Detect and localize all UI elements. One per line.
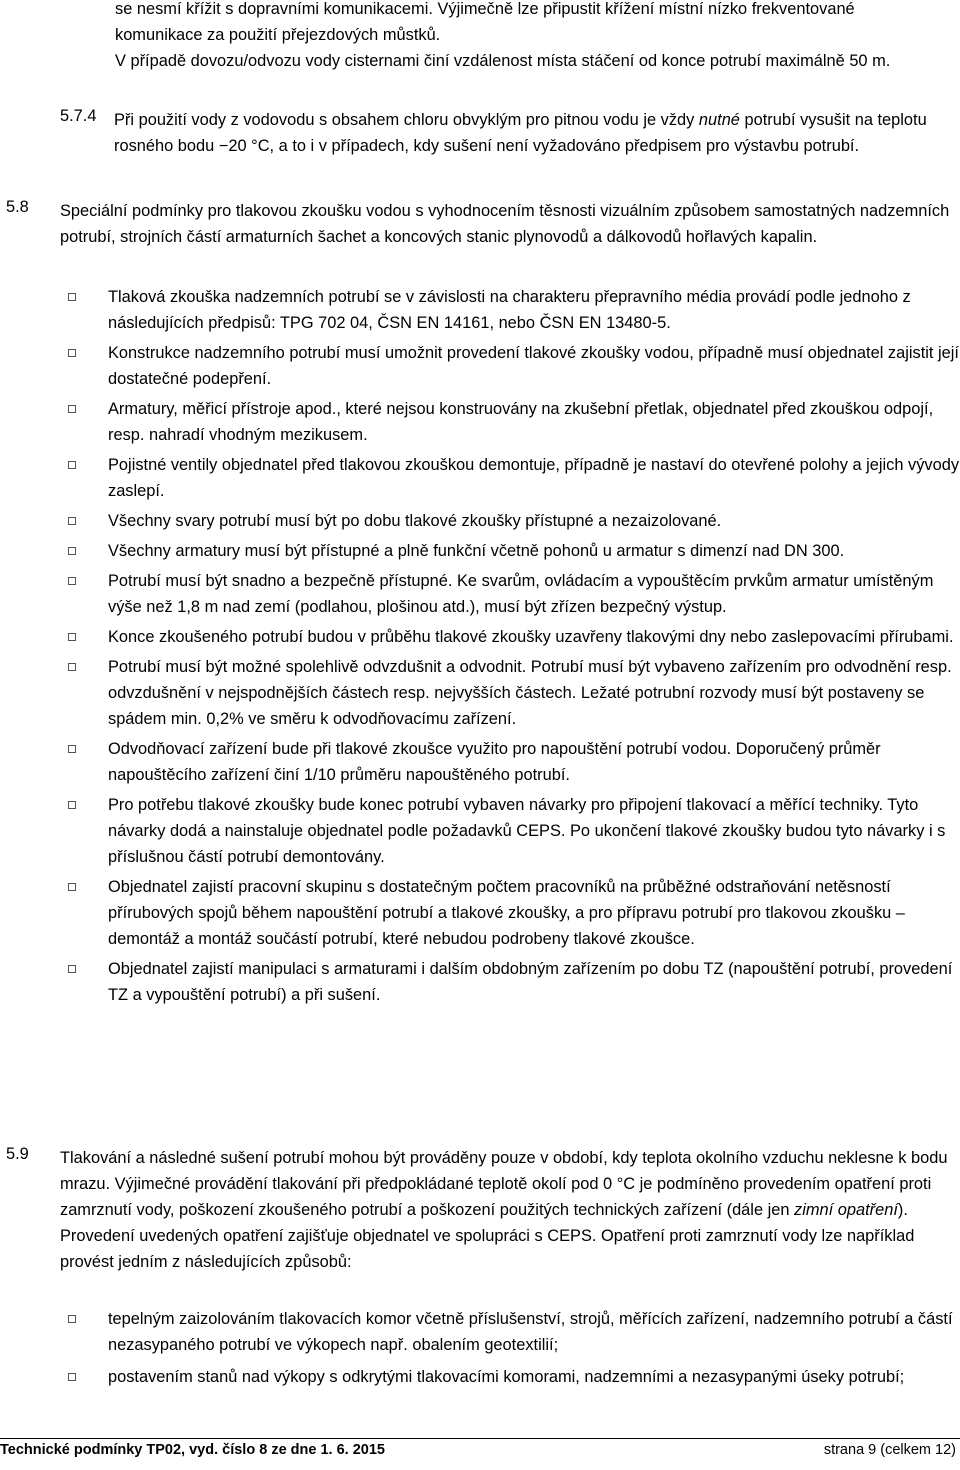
continuation-line-2: V případě dovozu/odvozu vody cisternami činí vzdálenost místa stáčení od konce potrubí maximálně 50 m. [115, 52, 891, 70]
section-text: Speciální podmínky pro tlakovou zkoušku vodou s vyhodnocením těsnosti vizuálním způsobem samostatných nadzemních potrubí, strojních částí armaturních šachet a koncových stanic plynovodů a dálkovodů hořlavých kapalin. [60, 202, 950, 246]
section-text: Tlakování a následné sušení potrubí mohou být prováděny pouze v období, kdy teplota okolního vzduchu neklesne k bodu mrazu. Výjimečné provádění tlakování při předpokládané teplotě okolí pod 0 °C je podmíněno provedením opatření proti zamrznutí vody, poškození zkoušeného potrubí a poškození použitých technických zařízení (dále jen zimní opatření). Provedení uvedených opatření zajišťuje objednatel ve spolupráci s CEPS. Opatření proti zamrznutí vody lze například provést jedním z následujících způsobů: [60, 1149, 948, 1271]
bullet-icon [68, 883, 76, 891]
bullet-icon [68, 801, 76, 809]
bullet-icon [68, 577, 76, 585]
list-item: tepelným zaizolováním tlakovacích komor včetně příslušenství, strojů, měřících zařízení, nadzemního potrubí a částí nezasypaného potrubí ve výkopech např. obalením geotextilií; [60, 1306, 960, 1358]
bullet-icon [68, 745, 76, 753]
continuation-text [115, 0, 915, 74]
bullet-icon [68, 1315, 76, 1323]
list-item: Konstrukce nadzemního potrubí musí umožnit provedení tlakové zkoušky vodou, případně musí objednatel zajistit její dostatečné podepření. [60, 340, 960, 392]
list-item: Pojistné ventily objednatel před tlakovou zkouškou demontuje, případně je nastaví do otevřené polohy a jejich vývody zaslepí. [60, 452, 960, 504]
list-item: Potrubí musí být možné spolehlivě odvzdušnit a odvodnit. Potrubí musí být vybaveno zařízením pro odvodnění resp. odvzdušnění v nejspodnějších částech resp. nejvyšších částech. Ležaté potrubní rozvody musí být postaveny se spádem min. 0,2% ve směru k odvodňovacímu zařízení. [60, 654, 960, 732]
bullet-list-5-8 [60, 284, 960, 1008]
section-number: 5.7.4 [60, 107, 97, 125]
list-item: Odvodňovací zařízení bude při tlakové zkoušce využito pro napouštění potrubí vodou. Doporučený průměr napouštěcího zařízení činí 1/10 průměru napouštěného potrubí. [60, 736, 960, 788]
bullet-icon [68, 547, 76, 555]
footer-document-info: Technické podmínky TP02, vyd. číslo 8 ze dne 1. 6. 2015 [0, 1442, 385, 1458]
list-item: Objednatel zajistí pracovní skupinu s dostatečným počtem pracovníků na průběžné odstraňování netěsností přírubových spojů během napouštění potrubí a tlakové zkoušky, a pro přípravu potrubí pro tlakovou zkoušku – demontáž a montáž součástí potrubí, které nebudou podrobeny tlakové zkoušce. [60, 874, 960, 952]
emphasis-text: zimní opatření [794, 1201, 898, 1219]
bullet-icon [68, 349, 76, 357]
bullet-icon [68, 461, 76, 469]
footer-page-number: strana 9 (celkem 12) [823, 1442, 956, 1458]
footer-divider [0, 1438, 960, 1439]
list-item: Potrubí musí být snadno a bezpečně přístupné. Ke svarům, ovládacím a vypouštěcím prvkům armatur umístěným výše než 1,8 m nad zemí (podlahou, plošinou atd.), musí být zřízen bezpečný výstup. [60, 568, 960, 620]
bullet-icon [68, 293, 76, 301]
bullet-icon [68, 633, 76, 641]
list-item: Všechny armatury musí být přístupné a plně funkční včetně pohonů u armatur s dimenzí nad DN 300. [60, 538, 960, 564]
list-item: Pro potřebu tlakové zkoušky bude konec potrubí vybaven návarky pro připojení tlakovací a měřící techniky. Tyto návarky dodá a nainstaluje objednatel podle požadavků CEPS. Po ukončení tlakové zkoušky budou tyto návarky i s příslušnou částí potrubí demontovány. [60, 792, 960, 870]
list-item: Konce zkoušeného potrubí budou v průběhu tlakové zkoušky uzavřeny tlakovými dny nebo zaslepovacími přírubami. [60, 624, 960, 650]
list-item: Armatury, měřicí přístroje apod., které nejsou konstruovány na zkušební přetlak, objednatel před zkouškou odpojí, resp. nahradí vhodným mezikusem. [60, 396, 960, 448]
section-number: 5.8 [6, 198, 29, 216]
list-item: Objednatel zajistí manipulaci s armaturami i dalším obdobným zařízením po dobu TZ (napouštění potrubí, provedení TZ a vypouštění potrubí) a při sušení. [60, 956, 960, 1008]
bullet-list-5-9 [60, 1306, 960, 1390]
section-number: 5.9 [6, 1145, 29, 1163]
bullet-icon [68, 965, 76, 973]
emphasis-text: nutné [698, 111, 740, 129]
bullet-icon [68, 405, 76, 413]
continuation-line-1: se nesmí křížit s dopravními komunikacemi. Výjimečně lze připustit křížení místní nízko frekventované komunikace za použití přejezdových můstků. [115, 0, 855, 44]
bullet-icon [68, 663, 76, 671]
section-text: Při použití vody z vodovodu s obsahem chloru obvyklým pro pitnou vodu je vždy nutné potrubí vysušit na teplotu rosného bodu −20 °C, a to i v případech, kdy sušení není vyžadováno předpisem pro výstavbu potrubí. [114, 111, 927, 155]
bullet-icon [68, 517, 76, 525]
bullet-icon [68, 1373, 76, 1381]
list-item: Tlaková zkouška nadzemních potrubí se v závislosti na charakteru přepravního média provádí podle jednoho z následujících předpisů: TPG 702 04, ČSN EN 14161, nebo ČSN EN 13480-5. [60, 284, 960, 336]
list-item: Všechny svary potrubí musí být po dobu tlakové zkoušky přístupné a nezaizolované. [60, 508, 960, 534]
list-item: postavením stanů nad výkopy s odkrytými tlakovacími komorami, nadzemními a nezasypanými úseky potrubí; [60, 1364, 960, 1390]
